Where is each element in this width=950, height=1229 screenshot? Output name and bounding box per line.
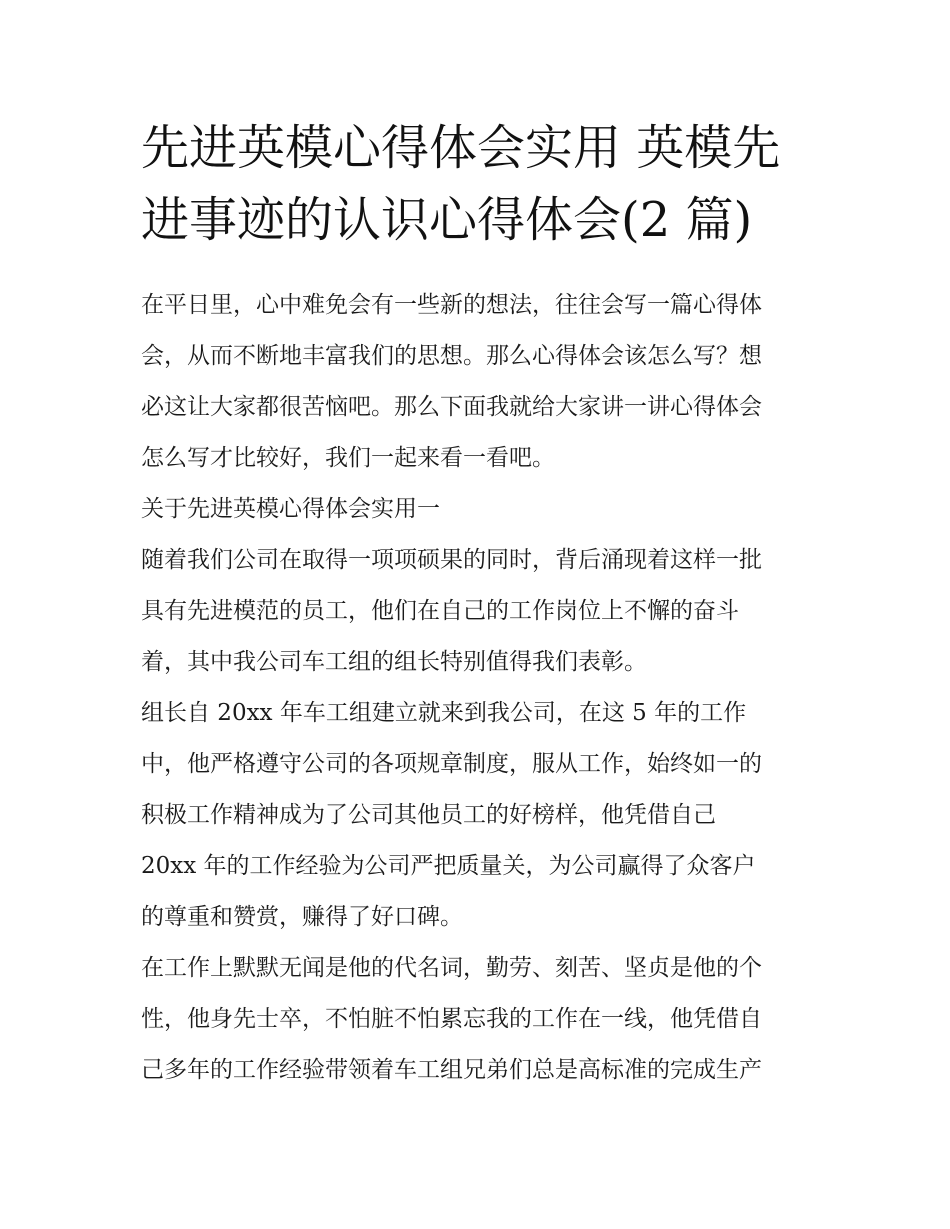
body-line: 着，其中我公司车工组的组长特别值得我们表彰。 xyxy=(141,649,647,675)
document-title xyxy=(141,112,821,256)
body-line: 的尊重和赞赏，赚得了好口碑。 xyxy=(141,904,463,930)
body-line: 在平日里，心中难免会有一些新的想法，往往会写一篇心得体 xyxy=(141,292,762,318)
body-line: 在工作上默默无闻是他的代名词，勤劳、刻苦、坚贞是他的个 xyxy=(141,955,762,981)
body-line: 20xx 年的工作经验为公司严把质量关，为公司赢得了众客户 xyxy=(141,853,756,879)
body-line: 中，他严格遵守公司的各项规章制度，服从工作，始终如一的 xyxy=(141,751,762,777)
document-body xyxy=(141,280,821,1096)
section-heading: 关于先进英模心得体会实用一 xyxy=(141,496,440,522)
body-line: 必这让大家都很苦恼吧。那么下面我就给大家讲一讲心得体会 xyxy=(141,394,762,420)
body-line: 己多年的工作经验带领着车工组兄弟们总是高标准的完成生产 xyxy=(141,1057,762,1083)
title-line: 进事迹的认识心得体会(2 篇) xyxy=(141,192,753,248)
body-line: 会，从而不断地丰富我们的思想。那么心得体会该怎么写？想 xyxy=(141,343,762,369)
body-line: 随着我们公司在取得一项项硕果的同时，背后涌现着这样一批 xyxy=(141,547,762,573)
body-line: 性，他身先士卒，不怕脏不怕累忘我的工作在一线，他凭借自 xyxy=(141,1006,762,1032)
body-line: 具有先进模范的员工，他们在自己的工作岗位上不懈的奋斗 xyxy=(141,598,739,624)
body-line: 积极工作精神成为了公司其他员工的好榜样，他凭借自己 xyxy=(141,802,716,828)
body-line: 怎么写才比较好，我们一起来看一看吧。 xyxy=(141,445,555,471)
title-line: 先进英模心得体会实用 英模先 xyxy=(141,120,781,176)
body-line: 组长自 20xx 年车工组建立就来到我公司，在这 5 年的工作 xyxy=(141,700,747,726)
